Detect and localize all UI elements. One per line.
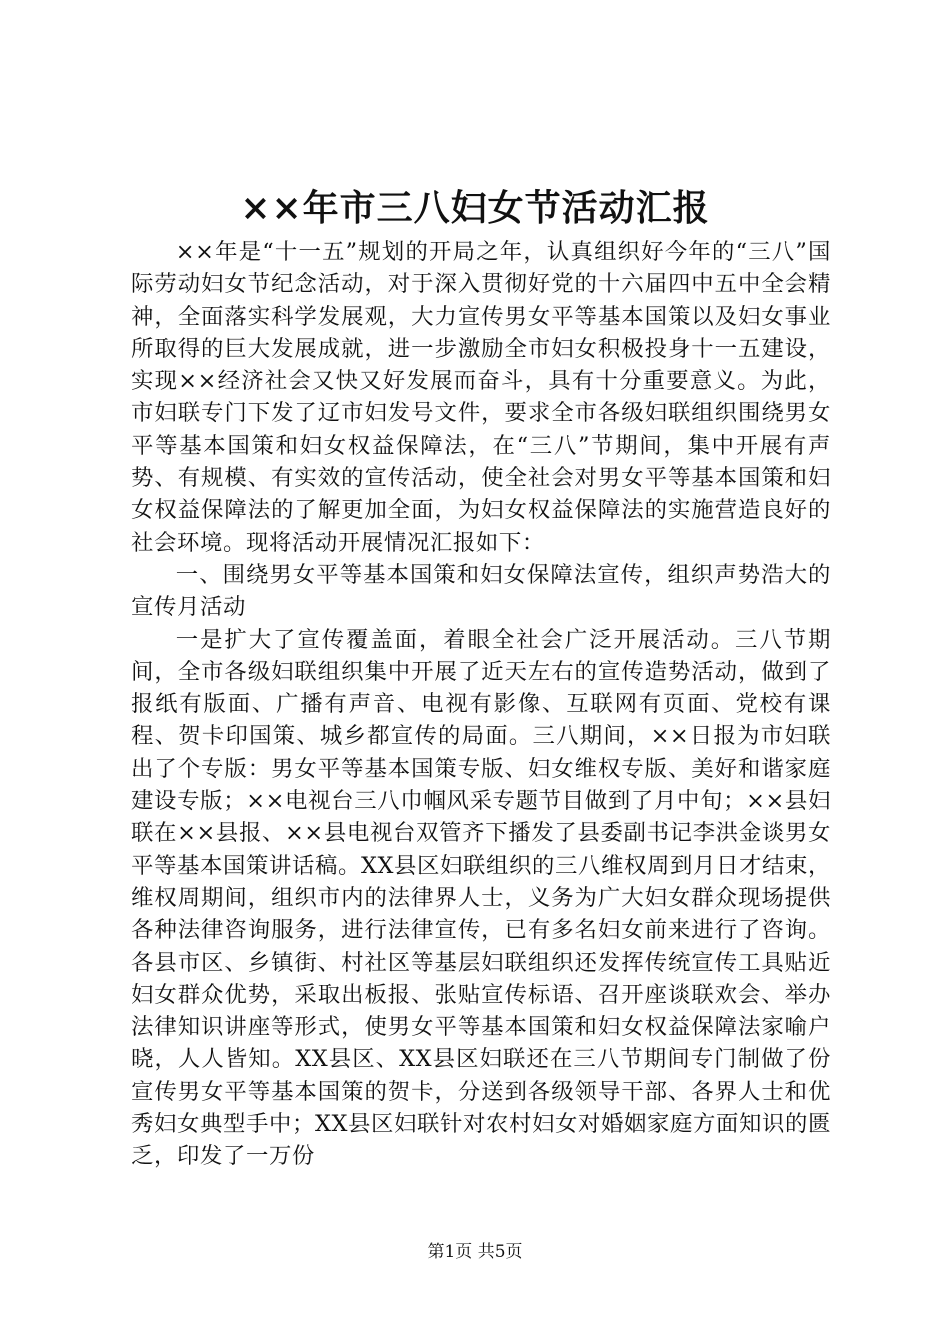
paragraph-section-heading: 一、围绕男女平等基本国策和妇女保障法宣传，组织声势浩大的宣传月活动	[131, 561, 831, 621]
document-body	[131, 236, 831, 1173]
paragraph-intro: ××年是“十一五”规划的开局之年，认真组织好今年的“三八”国际劳动妇女节纪念活动，对于深入贯彻好党的十六届四中五中全会精神，全面落实科学发展观，大力宣传男女平等基本国策以及妇女事业所取得的巨大发展成就，进一步激励全市妇女积极投身十一五建设，实现××经济社会又快又好发展而奋斗，具有十分重要意义。为此，市妇联专门下发了辽市妇发号文件，要求全市各级妇联组织围绕男女平等基本国策和妇女权益保障法，在“三八”节期间，集中开展有声势、有规模、有实效的宣传活动，使全社会对男女平等基本国策和妇女权益保障法的了解更加全面，为妇女权益保障法的实施营造良好的社会环境。现将活动开展情况汇报如下：	[131, 239, 831, 556]
paragraph-publicity-coverage: 一是扩大了宣传覆盖面，着眼全社会广泛开展活动。三八节期间，全市各级妇联组织集中开展了近天左右的宣传造势活动，做到了报纸有版面、广播有声音、电视有影像、互联网有页面、党校有课程、贺卡印国策、城乡都宣传的局面。三八期间，××日报为市妇联出了个专版：男女平等基本国策专版、妇女维权专版、美好和谐家庭建设专版；××电视台三八巾帼风采专题节目做到了月中旬；××县妇联在××县报、××县电视台双管齐下播发了县委副书记李洪金谈男女平等基本国策讲话稿。XX县区妇联组织的三八维权周到月日才结束，维权周期间，组织市内的法律界人士，义务为广大妇女群众现场提供各种法律咨询服务，进行法律宣传，已有多名妇女前来进行了咨询。各县市区、乡镇街、村社区等基层妇联组织还发挥传统宣传工具贴近妇女群众优势，采取出板报、张贴宣传标语、召开座谈联欢会、举办法律知识讲座等形式，使男女平等基本国策和妇女权益保障法家喻户晓，人人皆知。XX县区、XX县区妇联还在三八节期间专门制做了份宣传男女平等基本国策的贺卡，分送到各级领导干部、各界人士和优秀妇女典型手中；XX县区妇联针对农村妇女对婚姻家庭方面知识的匮乏，印发了一万份	[131, 626, 831, 1170]
page-number-footer: 第1页 共5页	[427, 1242, 523, 1262]
document-title: ××年市三八妇女节活动汇报	[240, 187, 710, 229]
